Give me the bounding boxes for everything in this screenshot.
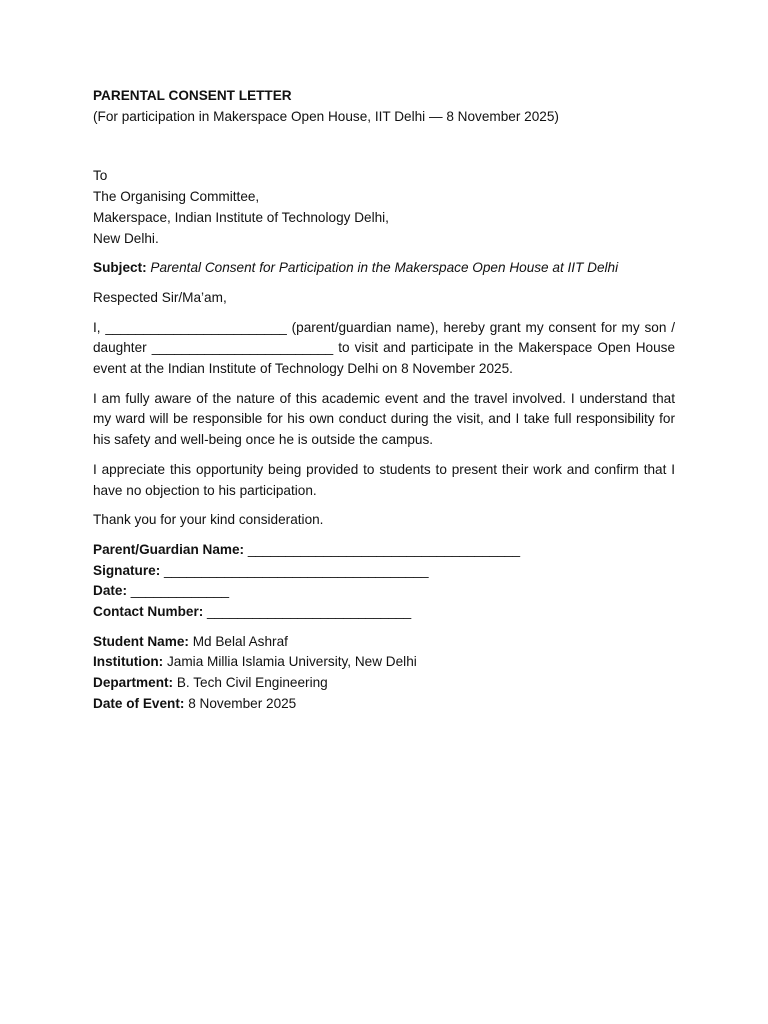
awareness-paragraph: I am fully aware of the nature of this academic event and the travel involved. I understand that my ward will be responsible for his own conduct during the visit, and I take full responsibility for his safety and well-being once he is outside the campus. bbox=[93, 390, 675, 448]
guardian-name-blank: ____________________________________ bbox=[247, 541, 521, 557]
contact-field bbox=[93, 602, 675, 623]
salutation: Respected Sir/Ma’am, bbox=[93, 289, 227, 305]
signature-field bbox=[93, 561, 675, 582]
student-name-value: Md Belal Ashraf bbox=[192, 633, 288, 649]
address-line-2: Makerspace, Indian Institute of Technology Delhi, bbox=[93, 209, 389, 225]
address-line-1: The Organising Committee, bbox=[93, 189, 260, 205]
institution-row bbox=[93, 652, 675, 673]
student-name-row bbox=[93, 632, 675, 653]
date-field bbox=[93, 581, 675, 602]
recipient-address bbox=[93, 166, 675, 249]
letter-subtitle: (For participation in Makerspace Open House, IIT Delhi — 8 November 2025) bbox=[93, 108, 559, 124]
letter-page bbox=[93, 86, 675, 715]
subject-line bbox=[93, 258, 675, 279]
guardian-name-label: Parent/Guardian Name: bbox=[93, 541, 245, 557]
department-label: Department: bbox=[93, 675, 174, 691]
address-line-3: New Delhi. bbox=[93, 230, 159, 246]
subject-text: Parental Consent for Participation in the Makerspace Open House at IIT Delhi bbox=[150, 260, 619, 276]
contact-blank: ___________________________ bbox=[207, 604, 412, 620]
signature-blank: ___________________________________ bbox=[164, 562, 429, 578]
institution-label: Institution: bbox=[93, 654, 164, 670]
guardian-fields bbox=[93, 540, 675, 623]
department-value: B. Tech Civil Engineering bbox=[176, 675, 328, 691]
letter-title: PARENTAL CONSENT LETTER bbox=[93, 88, 292, 103]
event-date-value: 8 November 2025 bbox=[188, 695, 297, 711]
date-blank: _____________ bbox=[130, 583, 230, 599]
contact-label: Contact Number: bbox=[93, 604, 204, 620]
department-row bbox=[93, 673, 675, 694]
date-label: Date: bbox=[93, 583, 127, 599]
student-name-label: Student Name: bbox=[93, 633, 189, 649]
guardian-name-field bbox=[93, 540, 675, 561]
subject-label: Subject: bbox=[93, 260, 147, 276]
institution-value: Jamia Millia Islamia University, New Delhi bbox=[167, 654, 417, 670]
appreciation-paragraph: I appreciate this opportunity being provided to students to present their work and confirm that I have no objection to his participation. bbox=[93, 461, 675, 498]
closing-line: Thank you for your kind consideration. bbox=[93, 512, 324, 528]
consent-paragraph: I, ________________________ (parent/guardian name), hereby grant my consent for my son / daughter ________________________ to visit and participate in the Makerspace Open House event at the Indian Institute of Technology Delhi on 8 November 2025. bbox=[93, 319, 675, 377]
event-date-label: Date of Event: bbox=[93, 695, 185, 711]
letter-heading bbox=[93, 86, 675, 127]
signature-label: Signature: bbox=[93, 562, 161, 578]
address-to: To bbox=[93, 168, 108, 184]
student-details bbox=[93, 632, 675, 715]
event-date-row bbox=[93, 694, 675, 715]
